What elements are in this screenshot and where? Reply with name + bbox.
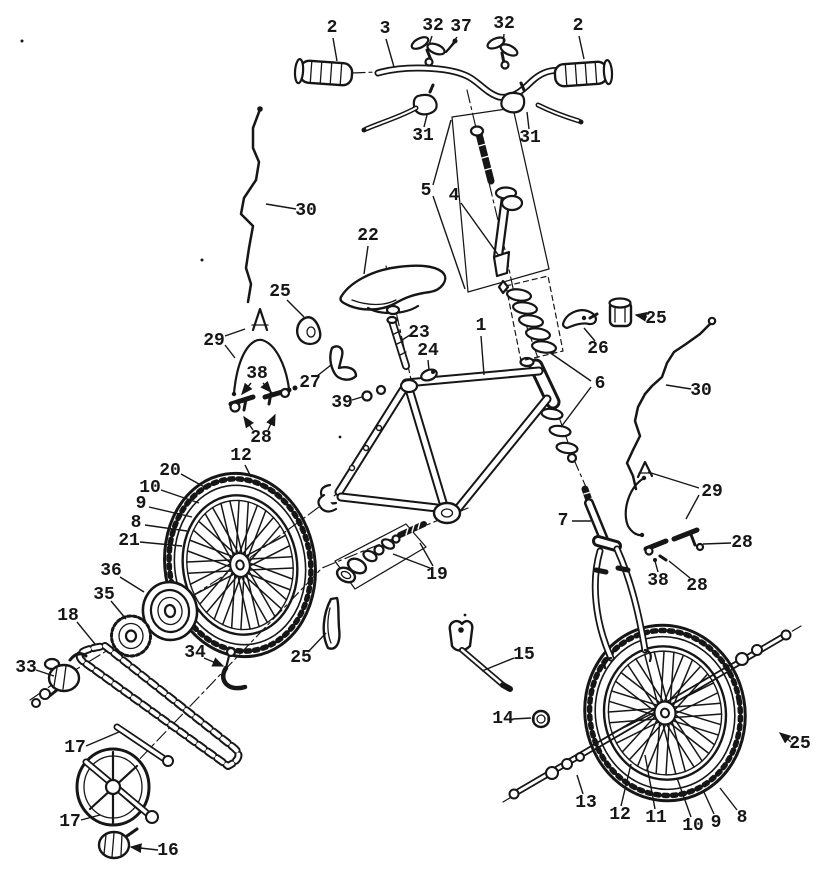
part-number: 23 <box>408 323 430 343</box>
part-number: 29 <box>701 482 723 502</box>
brake-lever-right-shape <box>501 93 524 112</box>
frame-nuts-shape <box>377 386 385 394</box>
reflector-rear-shape <box>324 598 340 649</box>
brake-parts-right-shape <box>646 548 653 555</box>
part-number: 12 <box>609 805 631 825</box>
callout-2 <box>327 18 338 61</box>
leader-line <box>131 847 158 850</box>
leader-line <box>77 622 95 644</box>
callout-16 <box>131 841 179 861</box>
callout-18 <box>57 606 95 644</box>
part-number: 33 <box>15 658 37 678</box>
cable-hook-shape <box>582 316 586 320</box>
callout-25 <box>269 282 304 317</box>
leader-line <box>527 112 529 129</box>
fork-shape <box>595 551 611 658</box>
reflector-bracket <box>223 648 245 688</box>
leader-line <box>433 120 451 185</box>
grip-right <box>554 60 613 88</box>
leader-line <box>503 34 504 45</box>
leader-line <box>561 387 591 427</box>
crank-axis <box>95 508 468 802</box>
wheel-ring <box>660 708 669 718</box>
frame-shape <box>409 389 444 506</box>
part-number: 18 <box>57 606 79 626</box>
part-number: 7 <box>557 511 569 531</box>
brake-parts-left-shape <box>293 386 298 391</box>
front-wheel <box>571 612 759 813</box>
grip-left-shape <box>299 60 352 86</box>
brake-parts-left-shape <box>281 389 289 397</box>
headset-stack-shape <box>506 288 531 302</box>
part-number: 6 <box>594 374 606 394</box>
callout-26 <box>584 328 609 359</box>
freewheel-sprocket-shape <box>126 631 136 642</box>
callout-30 <box>666 381 712 401</box>
callout-39 <box>331 393 362 413</box>
callouts <box>15 14 811 861</box>
part-number: 12 <box>230 446 252 466</box>
callout-28 <box>244 415 275 448</box>
axle-nut-14 <box>533 711 549 727</box>
brake-cable-right <box>627 318 715 489</box>
cable-arc-left-shape <box>253 309 267 330</box>
leader-line <box>352 397 362 400</box>
callout-28 <box>669 561 708 596</box>
brake-lever-left-shape <box>430 85 433 92</box>
spoke <box>227 500 247 557</box>
leader-line <box>703 543 731 544</box>
wheel-ring <box>236 560 245 570</box>
headset-stack-shape <box>568 454 576 462</box>
leader-line <box>666 385 691 389</box>
axle-nut <box>546 767 558 779</box>
callout-9 <box>703 790 721 833</box>
leader-line <box>333 38 337 61</box>
part-number: 25 <box>645 309 667 329</box>
part-number: 25 <box>290 648 312 668</box>
part-number: 35 <box>93 585 115 605</box>
spoke <box>232 573 252 630</box>
brake-lever-right-shape <box>538 105 579 121</box>
callout-27 <box>299 365 331 393</box>
callout-20 <box>159 461 208 489</box>
headset-stack-shape <box>541 408 563 421</box>
axle-nut <box>736 653 748 665</box>
axle-nut <box>752 645 762 655</box>
specks-shape <box>21 40 24 43</box>
brake-lever-right-shape <box>579 120 584 125</box>
callout-37 <box>448 17 472 50</box>
seat-post <box>388 317 407 366</box>
part-number: 39 <box>331 393 353 413</box>
grip-axis <box>352 72 378 73</box>
kickstand-shape <box>503 685 510 689</box>
headset-stack-shape <box>525 327 550 341</box>
saddle-shape <box>387 306 399 314</box>
part-number: 25 <box>789 734 811 754</box>
part-number: 31 <box>412 126 434 146</box>
brake-cable-left <box>241 106 263 302</box>
part-number: 38 <box>246 364 268 384</box>
leader-line <box>263 383 271 392</box>
part-number: 37 <box>450 17 472 37</box>
leader-line <box>648 472 699 488</box>
leader-line <box>703 790 714 814</box>
frame-shape <box>377 426 382 431</box>
part-number: 38 <box>647 571 669 591</box>
part-number: 32 <box>422 16 444 36</box>
callout-2 <box>573 16 584 59</box>
leader-line <box>686 495 699 519</box>
chain-shape <box>80 646 239 766</box>
chain <box>80 646 239 766</box>
part-number: 26 <box>587 339 609 359</box>
brake-parts-right-shape <box>697 544 703 550</box>
reflector-seat <box>297 317 320 344</box>
callout-8 <box>720 788 747 828</box>
chainwheel <box>77 749 158 825</box>
callout-38 <box>242 364 271 394</box>
stem-clamp <box>502 196 522 210</box>
part-number: 19 <box>426 565 448 585</box>
brake-lever-right <box>501 83 583 125</box>
specks-shape <box>201 259 204 262</box>
part-number: 34 <box>184 643 206 663</box>
headset-stack-shape <box>512 301 537 315</box>
specks-shape <box>725 771 728 774</box>
part-number: 3 <box>379 19 391 39</box>
part-number: 28 <box>250 428 272 448</box>
brake-parts-left <box>231 386 298 412</box>
leader-line <box>513 718 531 719</box>
leader-line <box>225 345 235 358</box>
callout-22 <box>357 226 379 274</box>
grip-right-shape <box>603 60 613 84</box>
headset-stack-shape <box>556 442 578 455</box>
cable-arc-right-shape <box>638 462 652 477</box>
bar-clamp-left-shape <box>426 59 433 66</box>
part-number: 30 <box>690 381 712 401</box>
pedal-left-shape <box>32 699 40 707</box>
cable-hook <box>563 310 597 328</box>
bar-clamp-right-shape <box>502 62 509 69</box>
leader-line <box>577 775 583 794</box>
part-number: 2 <box>326 18 338 38</box>
reflector-right-top-shape <box>610 299 631 308</box>
brake-parts-right <box>646 530 704 562</box>
cable-arc-right-shape <box>642 476 646 480</box>
expander-wedge <box>494 252 509 276</box>
spoke <box>243 569 282 614</box>
callout-30 <box>266 201 317 221</box>
frame-shape <box>350 466 355 471</box>
part-number: 22 <box>357 226 379 246</box>
callout-15 <box>482 645 535 671</box>
headset-stack-shape <box>518 314 543 328</box>
spoke <box>657 721 679 775</box>
saddle-shape <box>340 266 445 310</box>
callout-25 <box>290 633 326 668</box>
brake-lever-left-shape <box>366 108 416 129</box>
leader-line <box>428 360 429 370</box>
leader-line <box>120 577 144 592</box>
leader-line <box>225 329 245 336</box>
crank-arm-upper-shape <box>163 756 173 766</box>
leader-line <box>549 352 591 381</box>
part-number: 32 <box>493 14 515 34</box>
part-number: 27 <box>299 373 321 393</box>
cable-arc-right-shape <box>640 533 644 537</box>
callout-1 <box>476 316 487 375</box>
callout-29 <box>648 472 723 519</box>
part-number: 21 <box>118 531 140 551</box>
brake-cable-left-shape <box>257 106 263 112</box>
chain-disc-shape <box>164 604 176 617</box>
part-number: 8 <box>130 513 142 533</box>
kickstand <box>450 621 510 689</box>
part-number: 10 <box>139 478 161 498</box>
front-axle-rod-shape <box>510 790 519 799</box>
part-number: 1 <box>475 316 487 336</box>
part-number: 9 <box>135 494 147 514</box>
callout-24 <box>417 341 439 370</box>
bb-axle-set-shape <box>393 536 400 543</box>
callout-19 <box>393 543 448 585</box>
saddle <box>340 266 445 314</box>
part-number: 29 <box>203 331 225 351</box>
seat-cluster <box>401 380 417 392</box>
headset-stack-shape <box>549 425 571 438</box>
bb-axle-set <box>335 522 426 589</box>
frame-shape <box>431 370 435 374</box>
specks-shape <box>339 436 342 439</box>
leader-line <box>204 658 223 666</box>
part-number: 30 <box>295 201 317 221</box>
reflector-right-top <box>610 299 632 327</box>
part-number: 4 <box>448 186 460 206</box>
frame-nuts <box>363 386 386 401</box>
part-number: 36 <box>100 561 122 581</box>
brake-cable-left-shape <box>241 112 259 302</box>
spoke <box>621 666 662 710</box>
callout-25 <box>636 309 667 329</box>
part-number: 11 <box>645 808 667 828</box>
callout-10 <box>139 478 199 503</box>
cable-hanger-shape <box>330 346 356 379</box>
reflector-bracket-shape <box>223 668 245 688</box>
pedal-left-shape <box>40 689 50 699</box>
spoke <box>199 516 238 561</box>
bicycle-exploded-diagram-shape <box>21 35 802 858</box>
pedal-lower-shape <box>127 829 137 836</box>
callout-31 <box>519 112 541 148</box>
frame-nuts-shape <box>363 392 372 401</box>
kickstand-shape <box>450 621 473 650</box>
pedal-lower <box>99 829 137 858</box>
stem-bolt-head <box>471 127 483 136</box>
callout-3 <box>380 19 394 67</box>
leader-line <box>287 300 304 317</box>
brake-lever-left-shape <box>362 128 367 133</box>
seat-post-shape <box>388 317 397 323</box>
kickstand-shape <box>458 627 464 633</box>
callout-35 <box>93 585 126 619</box>
callout-31 <box>412 115 434 146</box>
part-number: 15 <box>513 645 535 665</box>
brake-parts-left-shape <box>231 403 240 412</box>
part-number: 28 <box>686 576 708 596</box>
part-number: 5 <box>420 181 432 201</box>
callout-4 <box>449 186 499 256</box>
part-number: 10 <box>682 816 704 836</box>
reflector-bracket-shape <box>227 648 235 656</box>
cable-hanger <box>330 346 356 379</box>
leader-line <box>86 732 119 746</box>
reflector-rear <box>324 598 340 649</box>
callout-29 <box>203 329 245 358</box>
part-number: 13 <box>575 793 597 813</box>
specks-shape <box>464 614 467 617</box>
axle-nut <box>562 759 572 769</box>
callout-28 <box>703 533 753 553</box>
part-number: 8 <box>736 808 748 828</box>
part-number: 9 <box>710 813 722 833</box>
callout-38 <box>647 561 669 591</box>
kickstand-shape <box>462 650 503 685</box>
fork-shape <box>596 570 606 572</box>
cable-arc-right <box>626 462 652 537</box>
part-number: 24 <box>417 341 439 361</box>
brake-parts-left-shape <box>269 393 271 404</box>
callout-14 <box>492 709 531 729</box>
brake-cable-right-shape <box>627 324 710 489</box>
fork-shape <box>618 568 628 570</box>
part-number: 17 <box>64 738 86 758</box>
grip-left-shape <box>294 59 304 83</box>
spoke <box>652 651 674 705</box>
reflector-seat-shape <box>297 317 320 344</box>
leader-line <box>481 336 484 375</box>
bar-clamp-left <box>410 35 446 66</box>
callout-23 <box>402 323 430 343</box>
spoke <box>668 715 709 759</box>
bottom-bracket-shell <box>434 503 460 523</box>
bar-clamp-right <box>486 35 519 68</box>
chain-shape <box>80 646 239 766</box>
leader-line <box>448 37 457 50</box>
part-number: 20 <box>159 461 181 481</box>
callout-25 <box>780 733 811 754</box>
leader-line <box>461 203 499 256</box>
leader-line <box>482 658 514 671</box>
handlebar-shape <box>378 68 569 97</box>
leader-line <box>364 246 368 274</box>
axle-nut-14-shape <box>533 711 549 727</box>
grip-left <box>294 59 353 87</box>
part-number: 14 <box>492 709 514 729</box>
axle-cone <box>576 753 584 761</box>
callout-13 <box>575 775 597 813</box>
chainwheel-shape <box>146 811 158 823</box>
cable-arc-right-shape <box>626 478 644 535</box>
handlebar <box>378 68 569 97</box>
chainwheel-shape <box>106 780 120 794</box>
brake-lever-left-shape <box>414 95 437 114</box>
brake-parts-right-shape <box>660 556 666 560</box>
front-axle-rod-shape <box>782 631 791 640</box>
leader-line <box>420 543 433 566</box>
headset-stack-shape <box>531 340 556 354</box>
part-number: 25 <box>269 282 291 302</box>
part-number: 31 <box>519 128 541 148</box>
cable-arc-left-shape <box>232 392 236 396</box>
part-number: 2 <box>572 16 584 36</box>
part-number: 16 <box>157 841 179 861</box>
callout-7 <box>558 511 591 531</box>
frame <box>318 358 553 523</box>
leader-line <box>386 39 394 67</box>
bb-axle-set-shape <box>375 546 384 555</box>
frame-shape <box>456 399 547 511</box>
leader-line <box>266 204 296 209</box>
spoke <box>241 535 288 557</box>
freewheel-sprocket <box>112 616 151 656</box>
frame-shape <box>364 446 369 451</box>
grip-right-shape <box>554 61 607 87</box>
part-number: 28 <box>731 533 753 553</box>
part-number: 17 <box>59 812 81 832</box>
leader-line <box>579 36 584 59</box>
brake-parts-left-shape <box>244 399 246 410</box>
leader-line <box>720 788 737 810</box>
leader-line <box>242 383 251 394</box>
